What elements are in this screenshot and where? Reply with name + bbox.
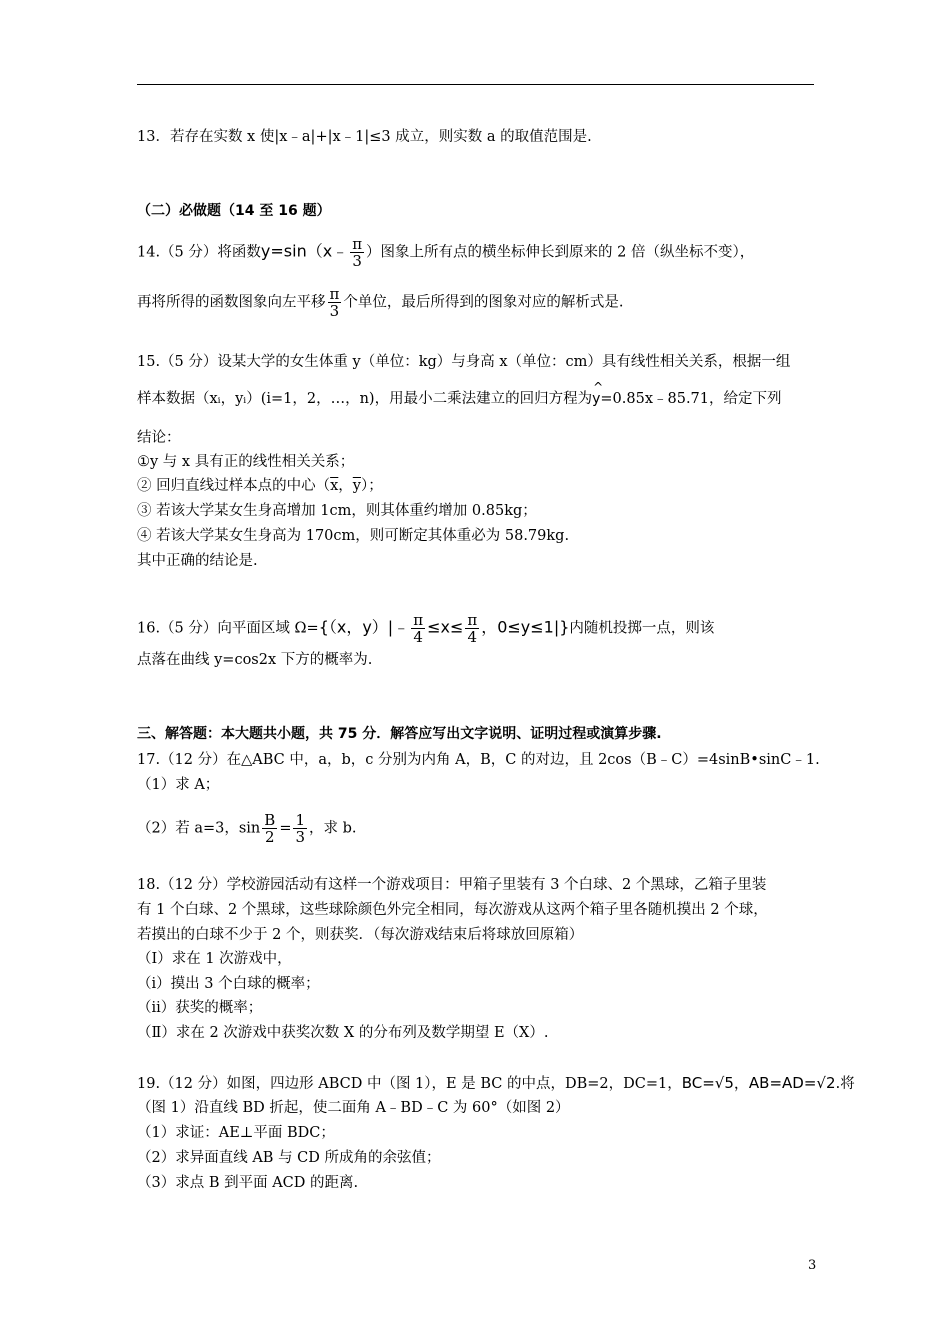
question-18-line6: （ii）获奖的概率； (137, 1000, 263, 1016)
q16-set-open: {（x，y）|﹣ (318, 617, 410, 637)
q14-text-a: 14.（5 分）将函数 (137, 244, 261, 261)
q14-fraction-pi-3-shift (328, 286, 342, 319)
question-14-line1 (137, 236, 754, 269)
x-bar: $\overline{x}$ (330, 478, 339, 494)
question-19-line2: （图 1）沿直线 BD 折起，使二面角 A﹣BD﹣C 为 60°（如图 2） (137, 1100, 570, 1116)
y-bar: $\overline{y}$ (352, 478, 361, 494)
q15-text-b: =0.85x﹣85.71，给定下列 (600, 391, 782, 407)
q15-o2-text-b: ）； (361, 478, 383, 494)
question-15-option1: ①y 与 x 具有正的线性相关关系； (137, 454, 355, 470)
q16-set-mid: ≤x≤ (427, 617, 464, 637)
question-15-option4: ④ 若该大学某女生身高为 170cm，则可断定其体重必为 58.79kg. (137, 528, 570, 544)
question-15-line2 (137, 389, 782, 409)
q15-text-a: 样本数据（xᵢ，yᵢ）(i=1，2，…，n)，用最小二乘法建立的回归方程为 (137, 391, 593, 407)
q16-set-close: ，0≤y≤1|} (481, 617, 570, 637)
frac-num: B (264, 811, 276, 829)
q14-text-d: 个单位，最后所得到的图象对应的解析式是. (343, 294, 624, 311)
frac-num: 1 (295, 811, 306, 829)
q19-formula: BC=√5，AB=AD=√2. (681, 1074, 841, 1092)
q14-fraction-pi-3 (350, 236, 364, 269)
frac-den: 3 (352, 252, 362, 270)
question-18-line5: （i）摸出 3 个白球的概率； (137, 976, 320, 992)
question-19-line1 (137, 1073, 855, 1094)
question-16-line2: 点落在曲线 y=cos2x 下方的概率为. (137, 652, 373, 668)
frac-den: 2 (265, 828, 275, 846)
q15-o2-text-a: ② 回归直线过样本点的中心（ (137, 478, 331, 494)
question-15-line3: 结论： (137, 430, 181, 446)
q15-o2-sep: ， (338, 478, 353, 494)
frac-den: 3 (329, 302, 340, 320)
frac-num: π (352, 235, 363, 253)
question-15-line1: 15.（5 分）设某大学的女生体重 y（单位：kg）与身高 x（单位：cm）具有线性相关关系，根据一组 (137, 354, 791, 370)
q16-fraction-pi-4 (411, 612, 425, 645)
question-18-line7: （Ⅱ）求在 2 次游戏中获奖次数 X 的分布列及数学期望 E（X）. (137, 1025, 549, 1041)
question-16-line1 (137, 612, 714, 645)
q17-fraction-b-2 (262, 812, 277, 845)
q16-text-b: 内随机投掷一点，则该 (569, 620, 715, 637)
question-13: 13．若存在实数 x 使|x﹣a|+|x﹣1|≤3 成立，则实数 a 的取值范围是. (137, 129, 592, 145)
q17-text-a: （2）若 a=3，sin (137, 820, 261, 837)
frac-den: 3 (295, 828, 306, 846)
frac-num: π (413, 611, 424, 629)
question-18-line3: 若摸出的白球不少于 2 个，则获奖．（每次游戏结束后将球放回原箱） (137, 927, 584, 943)
question-15-option2 (137, 476, 383, 496)
q17-fraction-1-3 (293, 812, 307, 845)
question-17-part1: （1）求 A； (137, 777, 220, 793)
question-14-line2 (137, 286, 623, 319)
header-rule (137, 84, 814, 85)
q19-text-a: 19.（12 分）如图，四边形 ABCD 中（图 1），E 是 BC 的中点，DB=2，DC=1， (137, 1076, 682, 1092)
question-17-part2 (137, 812, 357, 845)
frac-num: π (467, 611, 478, 629)
q14-text-c: 再将所得的函数图象向左平移 (137, 294, 326, 311)
question-18-line4: （Ⅰ）求在 1 次游戏中， (137, 951, 292, 967)
q19-text-c: 将 (840, 1076, 855, 1092)
q14-text-b: ）图象上所有点的横坐标伸长到原来的 2 倍（纵坐标不变）， (366, 244, 755, 261)
q17-text-b: ，求 b. (309, 820, 357, 837)
question-15-option3: ③ 若该大学某女生身高增加 1cm，则其体重约增加 0.85kg； (137, 503, 537, 519)
question-17-line1: 17.（12 分）在△ABC 中，a，b，c 分别为内角 A，B，C 的对边，且 2cos（B﹣C）=4sinB•sinC﹣1. (137, 752, 820, 768)
q14-func: y=sin（x﹣ (260, 241, 349, 261)
q17-equals: = (279, 820, 292, 837)
frac-num: π (329, 285, 340, 303)
page-number: 3 (808, 1258, 817, 1273)
q16-fraction-pi-4b (465, 612, 479, 645)
question-19-part2: （2）求异面直线 AB 与 CD 所成角的余弦值； (137, 1150, 441, 1166)
q16-text-a: 16.（5 分）向平面区域 Ω= (137, 620, 319, 637)
question-19-part3: （3）求点 B 到平面 ACD 的距离. (137, 1175, 359, 1191)
frac-den: 4 (467, 628, 478, 646)
question-18-line1: 18.（12 分）学校游园活动有这样一个游戏项目：甲箱子里装有 3 个白球、2 个黑球，乙箱子里装 (137, 877, 767, 893)
y-hat: ^ y (592, 389, 600, 409)
question-15-conclusion: 其中正确的结论是. (137, 553, 258, 569)
section-heading-answers: 三、解答题：本大题共小题，共 75 分．解答应写出文字说明、证明过程或演算步骤. (137, 726, 662, 742)
question-19-part1: （1）求证：AE⊥平面 BDC； (137, 1125, 335, 1141)
frac-den: 4 (413, 628, 423, 646)
question-18-line2: 有 1 个白球、2 个黑球，这些球除颜色外完全相同，每次游戏从这两个箱子里各随机摸出 2 个球， (137, 902, 768, 918)
section-heading-required: （二）必做题（14 至 16 题） (137, 203, 331, 219)
